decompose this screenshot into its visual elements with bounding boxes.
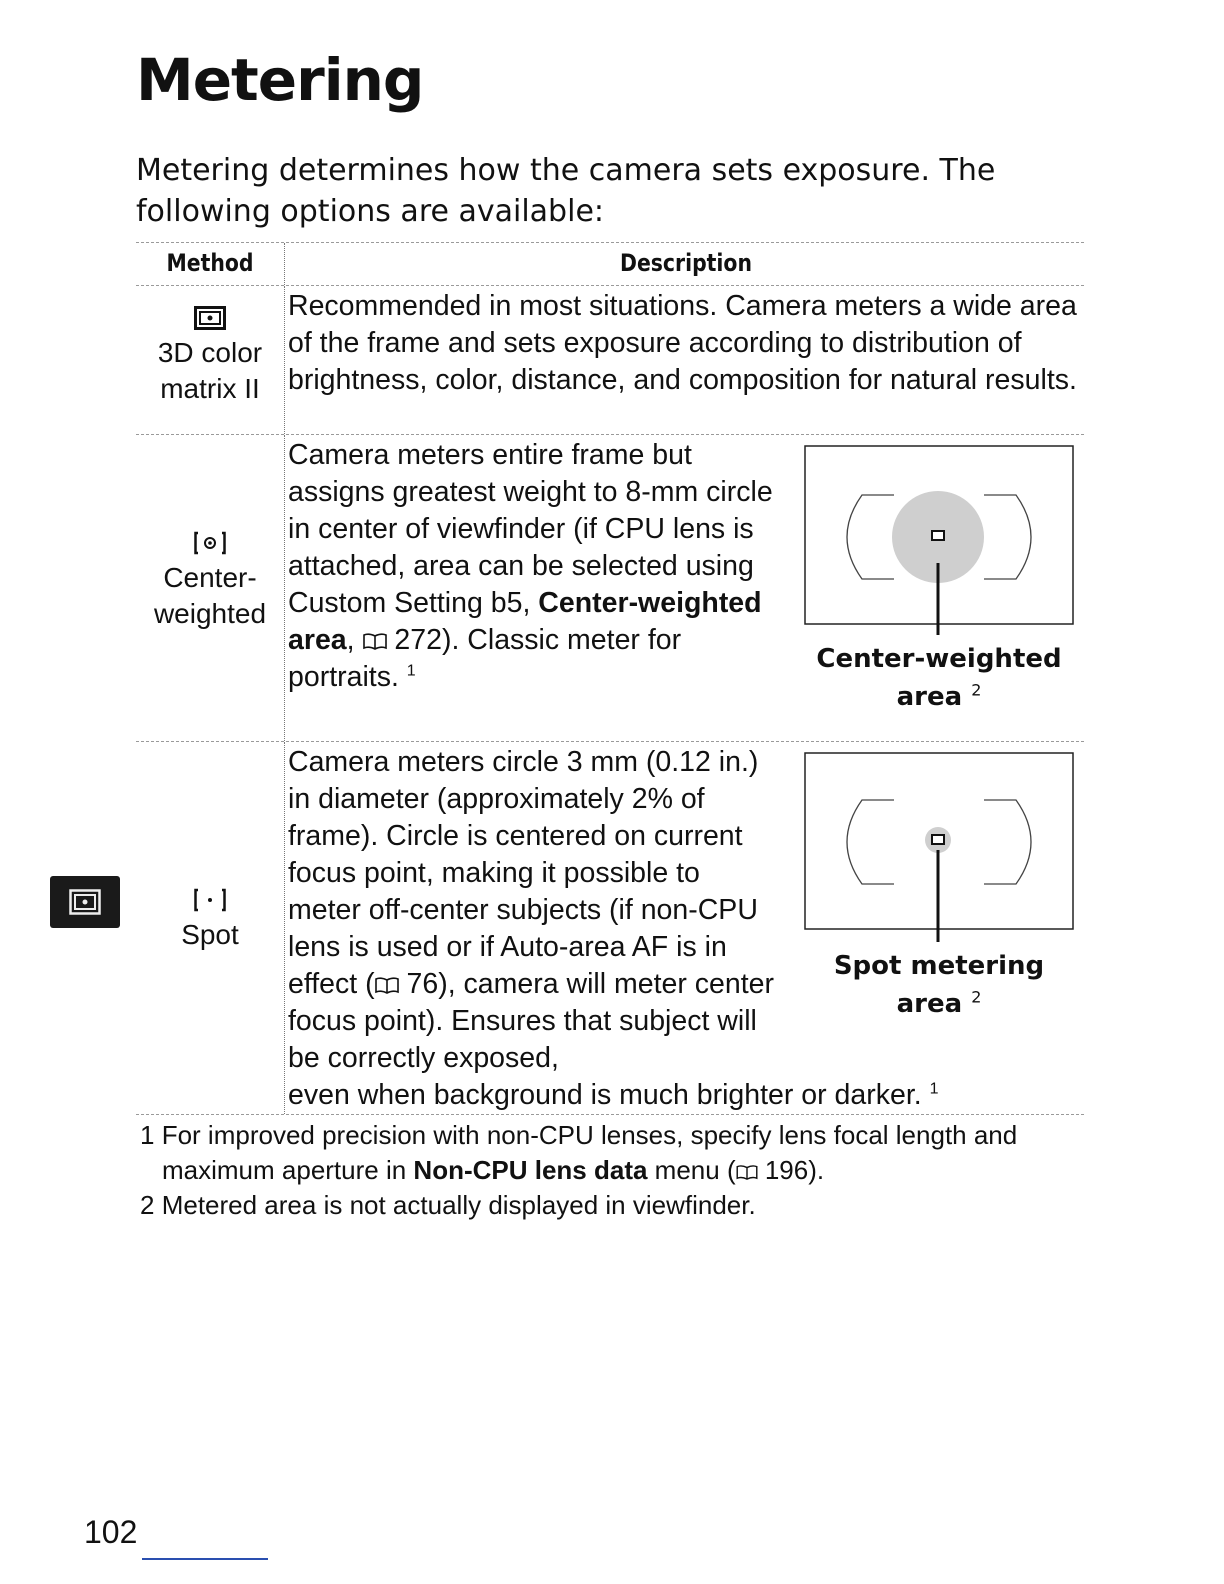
footnote-text: 196). — [757, 1155, 825, 1185]
spot-figure — [804, 752, 1074, 1023]
page-underline — [142, 1558, 268, 1560]
page-title: Metering — [136, 46, 424, 114]
center-weighted-metering-icon — [194, 531, 226, 560]
section-side-tab — [50, 876, 120, 928]
method-cell-spot — [136, 742, 285, 1114]
method-label-matrix-1: 3D color — [157, 337, 263, 368]
table-row-matrix — [136, 285, 1084, 434]
viewfinder-center-diagram — [804, 445, 1074, 635]
method-label-center-2: weighted — [153, 598, 267, 629]
desc-center-part3: 272). Classic meter for portraits. — [288, 624, 682, 693]
custom-setting-name: Center-weighted area — [288, 587, 762, 656]
footnotes — [140, 1118, 1090, 1223]
viewfinder-spot-diagram — [804, 752, 1074, 942]
footnote-number: 1 — [140, 1120, 155, 1150]
page-number: 102 — [84, 1514, 138, 1550]
center-weighted-figure — [804, 445, 1074, 716]
footnote-text: menu ( — [647, 1155, 736, 1185]
desc-center-part2: , — [346, 624, 363, 656]
matrix-metering-icon — [194, 306, 226, 335]
menu-name: Non-CPU lens data — [413, 1155, 648, 1185]
desc-spot-part2: 76), camera will meter center focus point). Ensures that subject will be correctly exposed, — [288, 968, 774, 1074]
header-description: Description — [620, 249, 752, 277]
header-description-cell — [288, 243, 1084, 285]
desc-spot-part1: Camera meters circle 3 mm (0.12 in.) in diameter (approximately 2% of frame). Circle is centered on current focus point, making it possible to meter off-center subjects (if non-CPU lens is used or if Auto-area AF is in effect ( — [288, 746, 759, 1000]
description-cell-matrix — [288, 286, 1084, 434]
method-label-center-1: Center- — [163, 562, 257, 593]
description-cell-spot — [288, 742, 1084, 1114]
method-label-spot: Spot — [181, 919, 239, 950]
table-row-center-weighted — [136, 434, 1084, 741]
footnote-text: For improved precision with non-CPU lenses, specify lens focal length and maximum aperture in — [161, 1120, 1018, 1185]
desc-center-part1: Camera meters entire frame but assigns greatest weight to 8-mm circle in center of viewfinder (if CPU lens is attached, area can be selected using Custom Setting b5, — [288, 439, 773, 619]
book-reference-icon — [736, 1155, 758, 1185]
intro-paragraph: Metering determines how the camera sets exposure. The following options are available: — [136, 153, 996, 229]
description-matrix: Recommended in most situations. Camera meters a wide area of the frame and sets exposure according to distribution of brightness, color, distance, and composition for natural results. — [288, 290, 1077, 396]
footnote-ref: 1 — [929, 1080, 939, 1098]
desc-spot-part3: even when background is much brighter or darker. — [288, 1079, 922, 1111]
matrix-metering-icon — [69, 889, 101, 919]
method-cell-center-weighted — [136, 435, 285, 741]
caption-line1: Spot metering — [833, 951, 1045, 981]
footnote-1 — [140, 1118, 1090, 1188]
footnote-2 — [140, 1188, 1090, 1223]
book-reference-icon — [363, 624, 387, 656]
method-cell-matrix — [136, 286, 285, 434]
method-label-matrix-2: matrix II — [160, 373, 260, 404]
spot-metering-icon — [194, 888, 226, 917]
caption-line2: area — [896, 989, 963, 1019]
footnote-text: Metered area is not actually displayed in viewfinder. — [161, 1190, 756, 1220]
caption-footnote: 2 — [971, 680, 982, 700]
description-cell-center-weighted — [288, 435, 1084, 741]
table-header-row — [136, 242, 1084, 285]
caption-line1: Center-weighted — [816, 644, 1062, 674]
caption-footnote: 2 — [971, 987, 982, 1007]
footnote-number: 2 — [140, 1190, 155, 1220]
table-row-spot — [136, 741, 1084, 1115]
book-reference-icon — [375, 968, 399, 1000]
center-weighted-caption — [804, 640, 1074, 716]
header-method: Method — [166, 249, 254, 277]
spot-caption — [804, 947, 1074, 1023]
header-method-cell — [136, 243, 285, 285]
caption-line2: area — [896, 682, 963, 712]
footnote-ref: 1 — [406, 662, 416, 680]
description-center-weighted — [288, 435, 778, 696]
metering-table — [136, 242, 1084, 1115]
